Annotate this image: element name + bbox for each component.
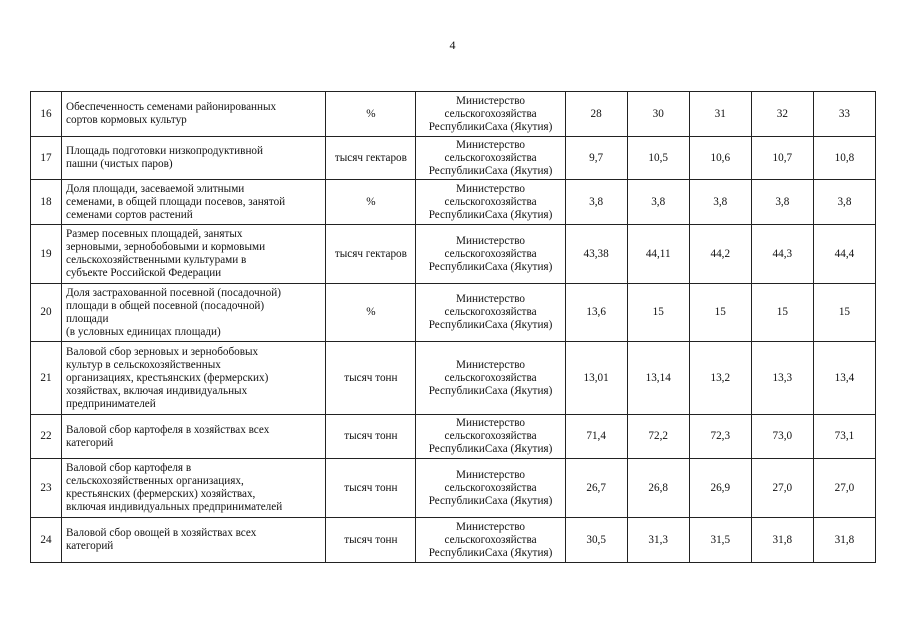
- value-cell: 26,8: [627, 459, 689, 518]
- value-cell: 31,8: [751, 518, 813, 563]
- page-number: 4: [449, 38, 456, 52]
- indicator-name-line: Доля застрахованной посевной (посадочной): [66, 286, 281, 299]
- table-row: [31, 92, 876, 137]
- value-cell: 44,2: [689, 225, 751, 284]
- responsible-org: [416, 518, 565, 563]
- indicator-name: [62, 284, 326, 342]
- indicator-name: [62, 180, 326, 225]
- table-row: [31, 225, 876, 284]
- unit-cell: тысяч гектаров: [326, 225, 416, 284]
- value-cell: 44,11: [627, 225, 689, 284]
- value-cell: 3,8: [627, 180, 689, 225]
- indicator-name-line: зерновыми, зернобобовыми и кормовыми: [66, 241, 266, 253]
- value-cell: 15: [813, 284, 875, 342]
- value-cell: 33: [813, 92, 875, 137]
- value-cell: 3,8: [565, 180, 627, 225]
- value-cell: 15: [751, 284, 813, 342]
- value-cell: 13,6: [565, 284, 627, 342]
- indicator-name-line: семенами, в общей площади посевов, занятой: [66, 195, 286, 208]
- indicator-name: [62, 137, 326, 180]
- responsible-org-line: хозяйства Республики: [428, 430, 537, 455]
- indicator-name-line: культур в сельскохозяйственных: [66, 358, 221, 371]
- value-cell: 30: [627, 92, 689, 137]
- responsible-org: [416, 415, 565, 459]
- row-number: 18: [31, 180, 62, 225]
- indicator-name-line: семенами сортов растений: [66, 208, 193, 221]
- responsible-org-line: Саха (Якутия): [484, 164, 553, 177]
- responsible-org-line: хозяйства Республики: [428, 151, 537, 177]
- responsible-org-line: Министерство сельского: [444, 520, 526, 546]
- responsible-org-line: хозяйства Республики: [428, 247, 537, 273]
- unit-cell: тысяч тонн: [326, 342, 416, 415]
- responsible-org-line: хозяйства Республики: [428, 481, 537, 507]
- unit-cell: тысяч гектаров: [326, 137, 416, 180]
- indicator-name-line: Доля площади, засеваемой элитными: [66, 182, 245, 195]
- value-cell: 13,3: [751, 342, 813, 415]
- row-number: 23: [31, 459, 62, 518]
- unit-cell: тысяч тонн: [326, 415, 416, 459]
- indicator-name-line: Валовой сбор зерновых и зернобобовых: [66, 345, 259, 358]
- indicator-name-line: крестьянских (фермерских) хозяйствах,: [66, 488, 256, 500]
- table-row: [31, 342, 876, 415]
- responsible-org: [416, 180, 565, 225]
- value-cell: 13,01: [565, 342, 627, 415]
- responsible-org-line: хозяйства Республики: [428, 306, 537, 331]
- row-number: 17: [31, 137, 62, 180]
- responsible-org-line: Саха (Якутия): [484, 384, 553, 397]
- indicator-name-line: Валовой сбор овощей в хозяйствах всех: [66, 527, 257, 539]
- table-row: [31, 459, 876, 518]
- responsible-org-line: Саха (Якутия): [484, 208, 553, 221]
- row-number: 22: [31, 415, 62, 459]
- value-cell: 13,4: [813, 342, 875, 415]
- value-cell: 27,0: [813, 459, 875, 518]
- indicator-name-line: категорий: [66, 540, 114, 552]
- indicator-name: [62, 92, 326, 137]
- indicator-name-line: сельскохозяйственными культурами в: [66, 254, 247, 266]
- table-row: [31, 284, 876, 342]
- responsible-org-line: Министерство сельского: [444, 234, 526, 260]
- value-cell: 15: [627, 284, 689, 342]
- value-cell: 44,3: [751, 225, 813, 284]
- value-cell: 31: [689, 92, 751, 137]
- value-cell: 43,38: [565, 225, 627, 284]
- indicator-name: [62, 415, 326, 459]
- responsible-org: [416, 284, 565, 342]
- responsible-org: [416, 137, 565, 180]
- indicator-name-line: Размер посевных площадей, занятых: [66, 228, 243, 240]
- responsible-org-line: Министерство сельского: [444, 293, 526, 318]
- value-cell: 26,7: [565, 459, 627, 518]
- row-number: 24: [31, 518, 62, 563]
- indicator-name: [62, 518, 326, 563]
- value-cell: 10,5: [627, 137, 689, 180]
- indicator-name-line: пашни (чистых паров): [66, 158, 173, 170]
- value-cell: 73,0: [751, 415, 813, 459]
- indicator-name-line: Обеспеченность семенами районированных: [66, 101, 277, 113]
- responsible-org-line: Саха (Якутия): [484, 260, 553, 273]
- responsible-org-line: Саха (Якутия): [484, 319, 553, 331]
- unit-cell: %: [326, 92, 416, 137]
- value-cell: 10,8: [813, 137, 875, 180]
- value-cell: 30,5: [565, 518, 627, 563]
- table-row: [31, 518, 876, 563]
- responsible-org-line: Саха (Якутия): [484, 494, 553, 507]
- unit-cell: %: [326, 180, 416, 225]
- indicator-name-line: категорий: [66, 436, 114, 449]
- value-cell: 28: [565, 92, 627, 137]
- value-cell: 26,9: [689, 459, 751, 518]
- unit-cell: тысяч тонн: [326, 459, 416, 518]
- value-cell: 15: [689, 284, 751, 342]
- table-body: [31, 92, 876, 563]
- value-cell: 10,6: [689, 137, 751, 180]
- responsible-org: [416, 459, 565, 518]
- unit-cell: тысяч тонн: [326, 518, 416, 563]
- indicators-table: [30, 91, 876, 563]
- indicator-name-line: организациях, крестьянских (фермерских): [66, 371, 269, 384]
- value-cell: 3,8: [689, 180, 751, 225]
- value-cell: 3,8: [813, 180, 875, 225]
- unit-cell: %: [326, 284, 416, 342]
- value-cell: 31,3: [627, 518, 689, 563]
- responsible-org-line: Министерство сельского: [444, 468, 526, 494]
- value-cell: 72,3: [689, 415, 751, 459]
- value-cell: 73,1: [813, 415, 875, 459]
- indicator-name-line: субъекте Российской Федерации: [66, 267, 222, 279]
- value-cell: 72,2: [627, 415, 689, 459]
- value-cell: 71,4: [565, 415, 627, 459]
- value-cell: 13,14: [627, 342, 689, 415]
- indicator-name-line: Валовой сбор картофеля в хозяйствах всех: [66, 423, 270, 436]
- indicator-name: [62, 342, 326, 415]
- value-cell: 31,8: [813, 518, 875, 563]
- responsible-org-line: хозяйства Республики: [428, 371, 537, 397]
- value-cell: 32: [751, 92, 813, 137]
- row-number: 19: [31, 225, 62, 284]
- responsible-org-line: Саха (Якутия): [484, 443, 553, 455]
- row-number: 16: [31, 92, 62, 137]
- responsible-org: [416, 225, 565, 284]
- indicator-name: [62, 459, 326, 518]
- table-row: [31, 137, 876, 180]
- responsible-org-line: Саха (Якутия): [484, 546, 553, 559]
- indicator-name-line: площади в общей посевной (посадочной): [66, 299, 265, 312]
- indicator-name-line: предпринимателей: [66, 397, 156, 410]
- value-cell: 27,0: [751, 459, 813, 518]
- responsible-org: [416, 342, 565, 415]
- responsible-org-line: Министерство сельского: [444, 417, 526, 442]
- responsible-org-line: Министерство сельского: [444, 94, 526, 120]
- indicator-name-line: (в условных единицах площади): [66, 325, 221, 338]
- indicator-name-line: сортов кормовых культур: [66, 114, 187, 126]
- indicator-name-line: Площадь подготовки низкопродуктивной: [66, 145, 264, 157]
- value-cell: 3,8: [751, 180, 813, 225]
- table-row: [31, 415, 876, 459]
- responsible-org-line: хозяйства Республики: [428, 533, 537, 559]
- value-cell: 10,7: [751, 137, 813, 180]
- indicator-name: [62, 225, 326, 284]
- indicator-name-line: Валовой сбор картофеля в: [66, 462, 192, 474]
- responsible-org-line: Министерство сельского: [444, 358, 526, 384]
- responsible-org-line: Министерство сельского: [444, 182, 526, 208]
- indicator-name-line: площади: [66, 312, 109, 325]
- responsible-org-line: хозяйства Республики: [428, 195, 537, 221]
- value-cell: 44,4: [813, 225, 875, 284]
- value-cell: 13,2: [689, 342, 751, 415]
- value-cell: 31,5: [689, 518, 751, 563]
- value-cell: 9,7: [565, 137, 627, 180]
- responsible-org-line: хозяйства Республики: [428, 107, 537, 133]
- responsible-org-line: Министерство сельского: [444, 138, 526, 164]
- table-row: [31, 180, 876, 225]
- indicator-name-line: хозяйствах, включая индивидуальных: [66, 384, 248, 397]
- row-number: 21: [31, 342, 62, 415]
- indicator-name-line: сельскохозяйственных организациях,: [66, 475, 244, 487]
- indicator-name-line: включая индивидуальных предпринимателей: [66, 501, 283, 513]
- responsible-org: [416, 92, 565, 137]
- responsible-org-line: Саха (Якутия): [484, 120, 553, 133]
- row-number: 20: [31, 284, 62, 342]
